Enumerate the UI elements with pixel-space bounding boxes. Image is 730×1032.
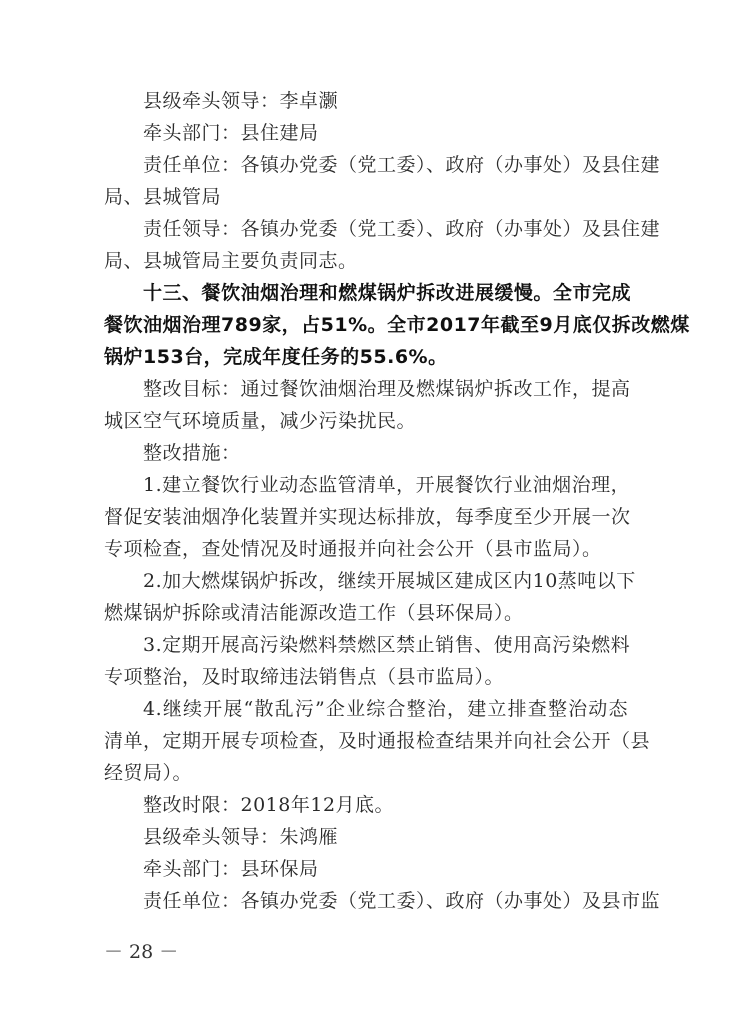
text-line: 2.加大燃煤锅炉拆改，继续开展城区建成区内10蒸吨以下	[143, 570, 636, 592]
text-line: 1.建立餐饮行业动态监管清单，开展餐饮行业油烟治理，	[143, 474, 631, 496]
page-number: － 28 －	[104, 941, 179, 963]
text-line: 督促安装油烟净化装置并实现达标排放，每季度至少开展一次	[104, 506, 631, 528]
text-line: 局、县城管局主要负责同志。	[104, 250, 358, 272]
text-line: 专项检查，查处情况及时通报并向社会公开（县市监局）。	[104, 538, 602, 560]
text-line: 责任领导：各镇办党委（党工委）、政府（办事处）及县住建	[143, 218, 661, 240]
text-line: 3.定期开展高污染燃料禁燃区禁止销售、使用高污染燃料	[143, 634, 631, 656]
text-line: 清单，定期开展专项检查，及时通报检查结果并向社会公开（县	[104, 730, 651, 752]
text-line: 专项整治，及时取缔违法销售点（县市监局）。	[104, 666, 505, 688]
section-heading: 十三、餐饮油烟治理和燃煤锅炉拆改进展缓慢。全市完成	[143, 282, 631, 304]
text-line: 整改措施：	[143, 442, 241, 464]
text-line: 局、县城管局	[104, 186, 222, 208]
text-line: 燃煤锅炉拆除或清洁能源改造工作（县环保局）。	[104, 602, 524, 624]
text-line: 城区空气环境质量，减少污染扰民。	[104, 410, 417, 432]
text-line: 责任单位：各镇办党委（党工委）、政府（办事处）及县住建	[143, 154, 661, 176]
text-line: 牵头部门：县住建局	[143, 122, 319, 144]
text-line: 整改目标：通过餐饮油烟治理及燃煤锅炉拆改工作，提高	[143, 378, 631, 400]
text-line: 县级牵头领导：李卓灏	[143, 90, 339, 112]
text-line: 县级牵头领导：朱鸿雁	[143, 826, 339, 848]
text-line: 经贸局）。	[104, 762, 193, 784]
section-heading-cont: 锅炉153台，完成年度任务的55.6%。	[104, 346, 448, 368]
section-heading-cont: 餐饮油烟治理789家，占51%。全市2017年截至9月底仅拆改燃煤	[104, 314, 690, 336]
text-line: 责任单位：各镇办党委（党工委）、政府（办事处）及县市监	[143, 890, 661, 912]
text-line: 整改时限：2018年12月底。	[143, 794, 395, 816]
text-line: 牵头部门：县环保局	[143, 858, 319, 880]
text-line: 4.继续开展“散乱污”企业综合整治，建立排查整治动态	[143, 698, 628, 720]
